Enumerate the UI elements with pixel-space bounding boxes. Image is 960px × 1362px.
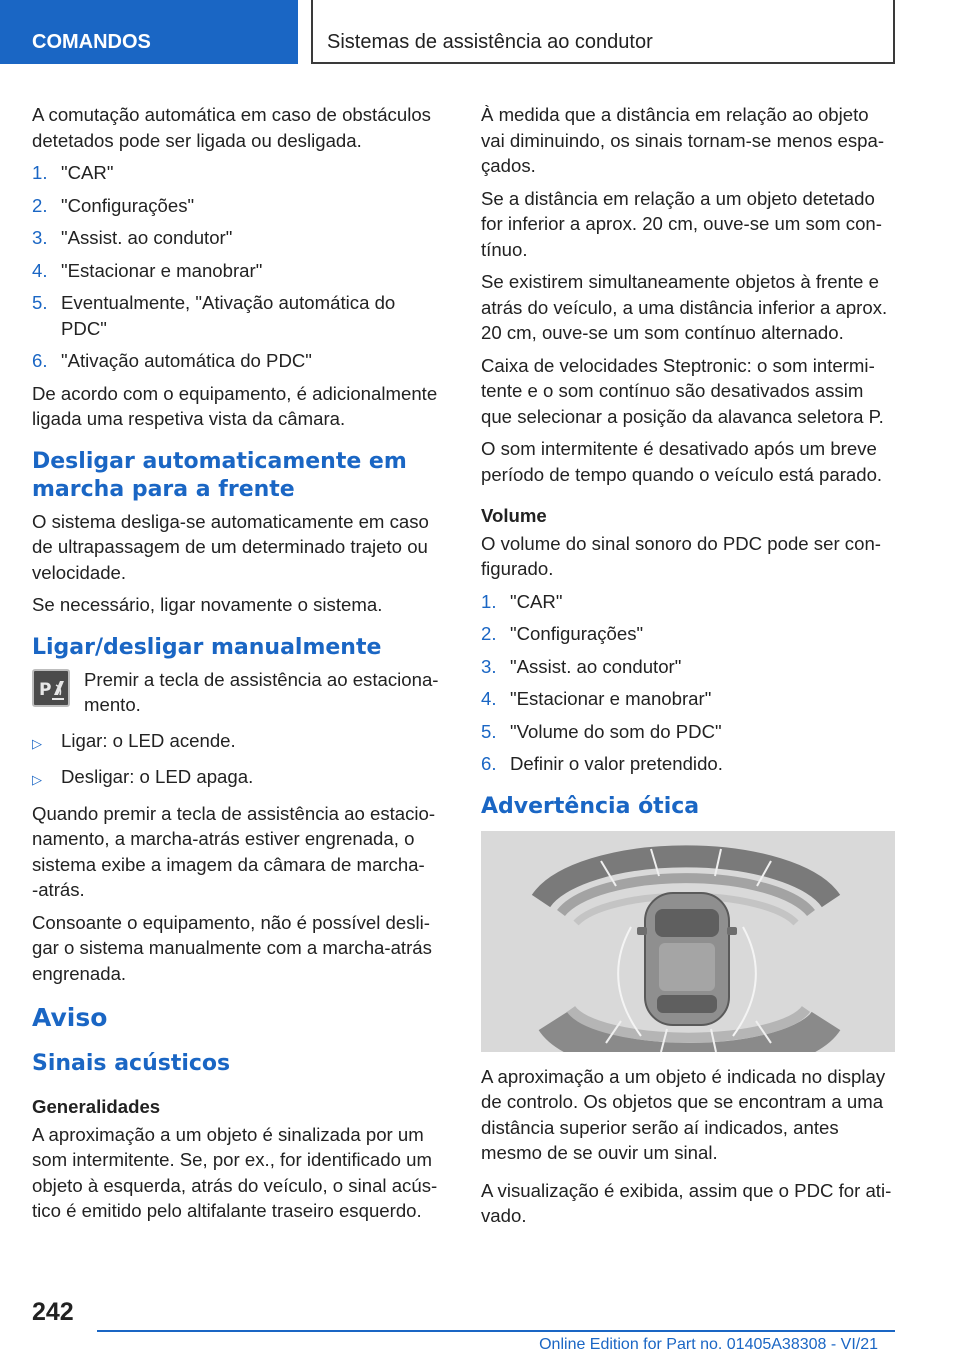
list-item <box>32 225 446 251</box>
heading-acoustic-signals: Sinais acústicos <box>32 1051 231 1076</box>
manual-icon-row <box>32 667 446 718</box>
manual-equipment-paragraph: Consoante o equipamento, não é possível desligar o sistema manualmente com a marcha-atrás engrenada. <box>32 911 432 984</box>
left-column <box>32 102 446 1231</box>
distance-paragraph: À medida que a distância em relação ao objeto vai diminuindo, os sinais tornam-se menos espaçados. <box>481 104 885 176</box>
step-text: "Configurações" <box>510 623 644 644</box>
heading-auto-off: Desligar automaticamente em marcha para a frente <box>32 448 407 502</box>
list-item <box>32 160 446 186</box>
footer-divider <box>97 1330 895 1332</box>
steptronic-paragraph: Caixa de velocidades Steptronic: o som intermitente e o som contínuo são desativados assim que selecionar a posição da alavanca seletora P. <box>481 354 884 427</box>
manual-icon-text: Premir a tecla de assistência ao estacionamento. <box>84 668 439 715</box>
step-text: "Configurações" <box>61 194 195 216</box>
list-item <box>32 728 446 757</box>
heading-aviso: Aviso <box>32 1003 108 1032</box>
auto-off-restart: Se necessário, ligar novamente o sistema. <box>32 594 383 615</box>
step-text: "CAR" <box>61 162 114 183</box>
footer-edition: Online Edition for Part no. 01405A38308 - VI/21 <box>539 1336 878 1353</box>
heading-optical-warning: Advertência ótica <box>481 793 700 819</box>
intro-paragraph: A comutação automática em caso de obstáculos detetados pode ser ligada ou desligada. <box>32 104 431 151</box>
triangle-bullet-icon: ▷ <box>32 772 42 787</box>
heading-volume: Volume <box>481 505 547 526</box>
step-text: Definir o valor pretendido. <box>510 753 723 774</box>
step-number: 4. <box>32 259 48 281</box>
manual-reverse-paragraph: Quando premir a tecla de assistência ao estacionamento, a marcha-atrás estiver engrenada, o sistema exibe a imagem da câmara de marcha-‑atrás. <box>32 802 436 900</box>
stationary-paragraph: O som intermitente é desativado após um breve período de tempo quando o veículo está parado. <box>481 438 883 485</box>
page-number: 242 <box>32 1298 74 1326</box>
bullet-text: Desligar: o LED apaga. <box>61 766 254 787</box>
display-paragraph: A aproximação a um objeto é indicada no display de controlo. Os objetos que se encontram a uma distância superior serão aí indicados, antes mesmo de se ouvir um sinal. <box>481 1065 886 1163</box>
step-text: "Estacionar e manobrar" <box>61 259 263 281</box>
list-item <box>32 764 446 793</box>
list-item <box>481 654 895 680</box>
header-section-label: COMANDOS <box>32 31 151 53</box>
step-text: "Assist. ao condutor" <box>61 227 233 248</box>
display-activation-paragraph: A visualização é exibida, assim que o PDC for ativado. <box>481 1179 892 1226</box>
led-bullet-list <box>32 728 446 793</box>
step-number: 6. <box>481 753 497 774</box>
general-paragraph: A aproximação a um objeto é sinalizada por um som intermitente. Se, por ex., for identificado um objeto à esquerda, atrás do veículo, o sinal acústico é emitido pelo altifalante traseiro esquerdo. <box>32 1123 438 1221</box>
header-chapter-title <box>311 0 895 64</box>
park-assist-button-icon <box>32 669 70 707</box>
step-number: 3. <box>32 227 48 248</box>
triangle-bullet-icon: ▷ <box>32 735 42 751</box>
list-item <box>32 290 446 341</box>
step-text: "Estacionar e manobrar" <box>510 688 712 709</box>
step-number: 1. <box>481 590 497 612</box>
step-number: 1. <box>32 162 48 183</box>
step-number: 2. <box>481 623 497 644</box>
step-number: 2. <box>32 194 48 216</box>
list-item <box>32 193 446 219</box>
step-number: 4. <box>481 688 497 709</box>
volume-steps-list <box>481 589 895 777</box>
step-number: 5. <box>481 720 497 742</box>
settings-steps-list <box>32 160 446 374</box>
auto-off-paragraph: O sistema desliga-se automaticamente em caso de ultrapassagem de um determinado trajeto ou velocidade. <box>32 510 429 583</box>
list-item <box>481 686 895 712</box>
header-section-tab <box>0 0 298 64</box>
continuous-tone-paragraph: Se a distância em relação a um objeto detetado for inferior a aprox. 20 cm, ouve-se um som contínuo. <box>481 187 882 260</box>
list-item <box>481 719 895 745</box>
step-text: "CAR" <box>510 590 563 612</box>
step-text: Eventualmente, "Ativação automática do PDC" <box>61 292 396 339</box>
list-item <box>32 258 446 284</box>
front-rear-paragraph: Se existirem simultaneamente objetos à frente e atrás do veículo, a uma distância inferior a aprox. 20 cm, ouve-se um som contínuo alternado. <box>481 271 888 343</box>
step-number: 6. <box>32 350 48 371</box>
list-item <box>481 621 895 647</box>
pdc-display-illustration <box>481 831 895 1052</box>
list-item <box>481 589 895 615</box>
step-text: "Assist. ao condutor" <box>510 655 682 677</box>
bullet-text: Ligar: o LED acende. <box>61 729 236 751</box>
step-number: 3. <box>481 655 497 677</box>
step-number: 5. <box>32 292 48 313</box>
list-item <box>481 751 895 777</box>
camera-note: De acordo com o equipamento, é adicionalmente ligada uma respetiva vista da câmara. <box>32 382 438 429</box>
heading-manual: Ligar/desligar manualmente <box>32 634 382 660</box>
heading-general: Generalidades <box>32 1096 161 1117</box>
svg-text:P: P <box>39 679 52 700</box>
list-item <box>32 348 446 374</box>
step-text: "Volume do som do PDC" <box>510 720 722 742</box>
volume-paragraph: O volume do sinal sonoro do PDC pode ser configurado. <box>481 532 881 579</box>
right-column <box>481 102 895 1236</box>
step-text: "Ativação automática do PDC" <box>61 350 312 371</box>
header-chapter-label: Sistemas de assistência ao condutor <box>327 31 653 53</box>
pdc-car-sensor-image <box>481 831 895 1052</box>
